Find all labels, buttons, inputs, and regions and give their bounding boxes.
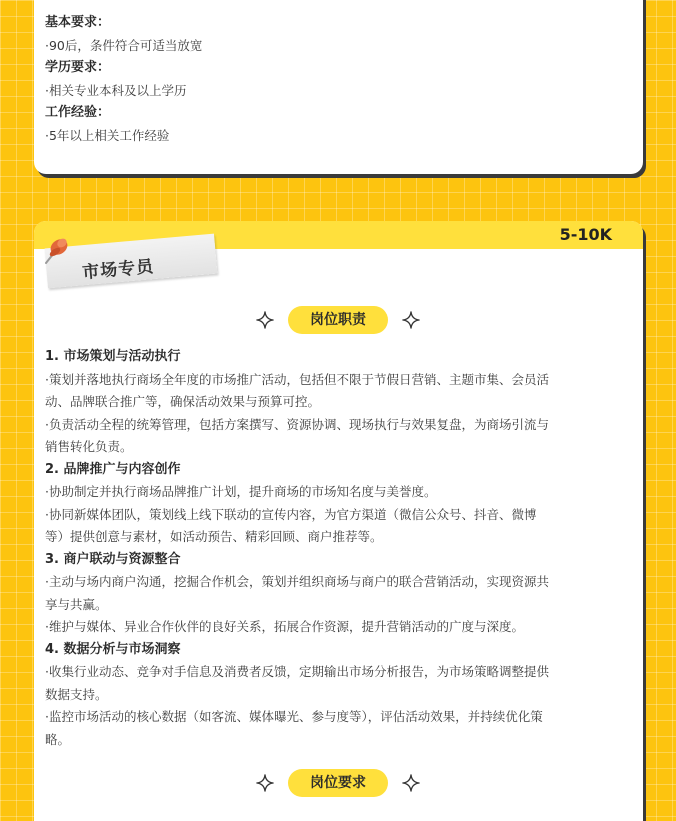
requirement-heading: 工作经验：: [45, 105, 111, 120]
requirement-basic: [45, 12, 632, 57]
duty-line: ·协助制定并执行商场品牌推广计划，提升商场的市场知名度与美誉度。: [45, 484, 437, 499]
sparkle-star-icon: [402, 311, 420, 329]
section-pill: 岗位职责: [288, 306, 388, 334]
duty-heading: 1. 市场策划与活动执行: [45, 349, 181, 364]
duty-line: ·协同新媒体团队，策划线上线下联动的宣传内容，为官方渠道（微信公众号、抖音、微博: [45, 506, 537, 522]
duty-line: ·收集行业动态、竞争对手信息及消费者反馈，定期输出市场分析报告，为市场策略调整提供: [45, 664, 549, 679]
duty-line: 等）提供创意与素材，如活动预告、精彩回顾、商户推荐等。: [45, 529, 383, 544]
job-title: 市场专员: [81, 256, 155, 284]
duty-heading: 2. 品牌推广与内容创作: [45, 461, 181, 477]
requirement-heading: 基本要求：: [45, 15, 111, 30]
sparkle-star-icon: [256, 311, 274, 329]
requirements-list: [34, 0, 643, 147]
section-title-duties: [34, 306, 643, 336]
duty-heading: 3. 商户联动与资源整合: [45, 551, 181, 567]
duty-line: ·负责活动全程的统筹管理，包括方案撰写、资源协调、现场执行与效果复盘，为商场引流与: [45, 416, 549, 432]
sparkle-star-icon: [256, 774, 274, 792]
requirement-experience: [45, 102, 632, 147]
duty-group: [45, 346, 637, 459]
duty-group: [45, 639, 637, 752]
section-pill: 岗位要求: [288, 769, 388, 797]
salary-label: 5-10K: [559, 225, 612, 244]
requirement-line: ·90后，条件符合可适当放宽: [45, 37, 203, 53]
duty-line: 数据支持。: [45, 686, 108, 702]
requirement-education: [45, 57, 632, 102]
job-card-marketing-specialist: [34, 221, 643, 821]
requirement-line: ·相关专业本科及以上学历: [45, 82, 187, 98]
sparkle-star-icon: [402, 774, 420, 792]
duty-group: [45, 549, 637, 639]
duty-line: ·监控市场活动的核心数据（如客流、媒体曝光、参与度等），评估活动效果，并持续优化策: [45, 709, 543, 724]
duty-line: ·维护与媒体、异业合作伙伴的良好关系，拓展合作资源，提升营销活动的广度与深度。: [45, 619, 524, 634]
section-title-requirements: [34, 769, 643, 799]
duty-line: 享与共赢。: [45, 596, 108, 612]
requirement-heading: 学历要求：: [45, 60, 111, 75]
duty-line: ·策划并落地执行商场全年度的市场推广活动，包括但不限于节假日营销、主题市集、会员活: [45, 371, 549, 387]
duty-line: ·主动与场内商户沟通，挖掘合作机会，策划并组织商场与商户的联合营销活动，实现资源共: [45, 574, 549, 589]
duty-line: 略。: [45, 731, 71, 747]
duty-group: [45, 459, 637, 549]
duty-line: 销售转化负责。: [45, 439, 133, 454]
duties-list: [45, 346, 637, 751]
duty-line: 动、品牌联合推广等，确保活动效果与预算可控。: [45, 394, 321, 409]
job-card-previous: [34, 0, 643, 174]
duty-heading: 4. 数据分析与市场洞察: [45, 641, 181, 657]
requirement-line: ·5年以上相关工作经验: [45, 127, 170, 143]
pushpin-icon: [40, 233, 74, 267]
